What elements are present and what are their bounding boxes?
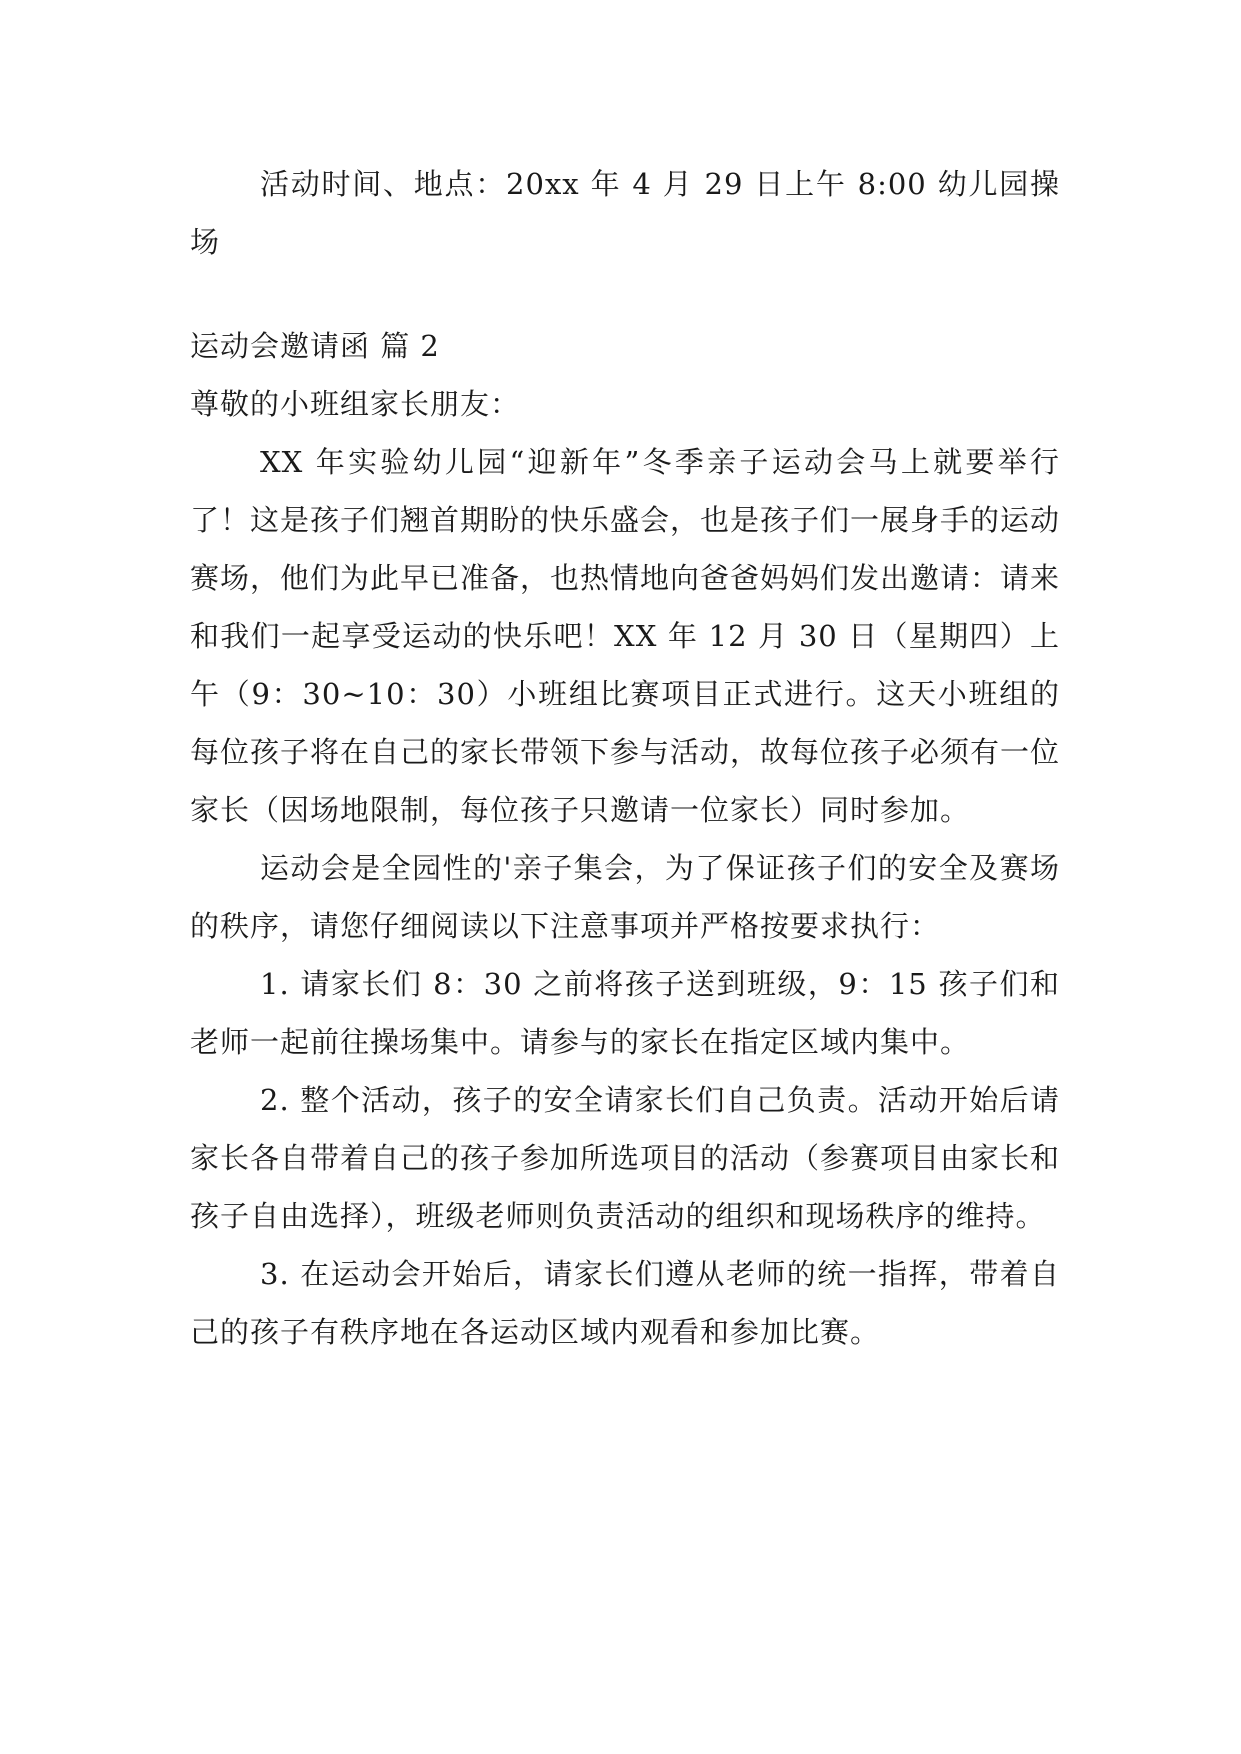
document-page bbox=[190, 155, 1060, 1361]
notice-item-3: 3. 在运动会开始后，请家长们遵从老师的统一指挥，带着自己的孩子有秩序地在各运动区域内观看和参加比赛。 bbox=[190, 1257, 1060, 1349]
notice-item-1: 1. 请家长们 8：30 之前将孩子送到班级，9：15 孩子们和老师一起前往操场集中。请参与的家长在指定区域内集中。 bbox=[190, 967, 1060, 1059]
activity-time-paragraph: 活动时间、地点：20xx 年 4 月 29 日上午 8:00 幼儿园操场 bbox=[190, 167, 1060, 259]
section-heading: 运动会邀请函 篇 2 bbox=[190, 329, 440, 363]
salutation: 尊敬的小班组家长朋友： bbox=[190, 387, 521, 421]
notice-intro-paragraph: 运动会是全园性的'亲子集会，为了保证孩子们的安全及赛场的秩序，请您仔细阅读以下注意事项并严格按要求执行： bbox=[190, 851, 1060, 943]
invitation-paragraph: XX 年实验幼儿园“迎新年”冬季亲子运动会马上就要举行了！这是孩子们翘首期盼的快乐盛会，也是孩子们一展身手的运动赛场，他们为此早已准备，也热情地向爸爸妈妈们发出邀请：请来和我们一起享受运动的快乐吧！XX 年 12 月 30 日（星期四）上午（9：30~10：30）小班组比赛项目正式进行。这天小班组的每位孩子将在自己的家长带领下参与活动，故每位孩子必须有一位家长（因场地限制，每位孩子只邀请一位家长）同时参加。 bbox=[190, 445, 1061, 827]
notice-item-2: 2. 整个活动，孩子的安全请家长们自己负责。活动开始后请家长各自带着自己的孩子参加所选项目的活动（参赛项目由家长和孩子自由选择），班级老师则负责活动的组织和现场秩序的维持。 bbox=[190, 1083, 1061, 1233]
